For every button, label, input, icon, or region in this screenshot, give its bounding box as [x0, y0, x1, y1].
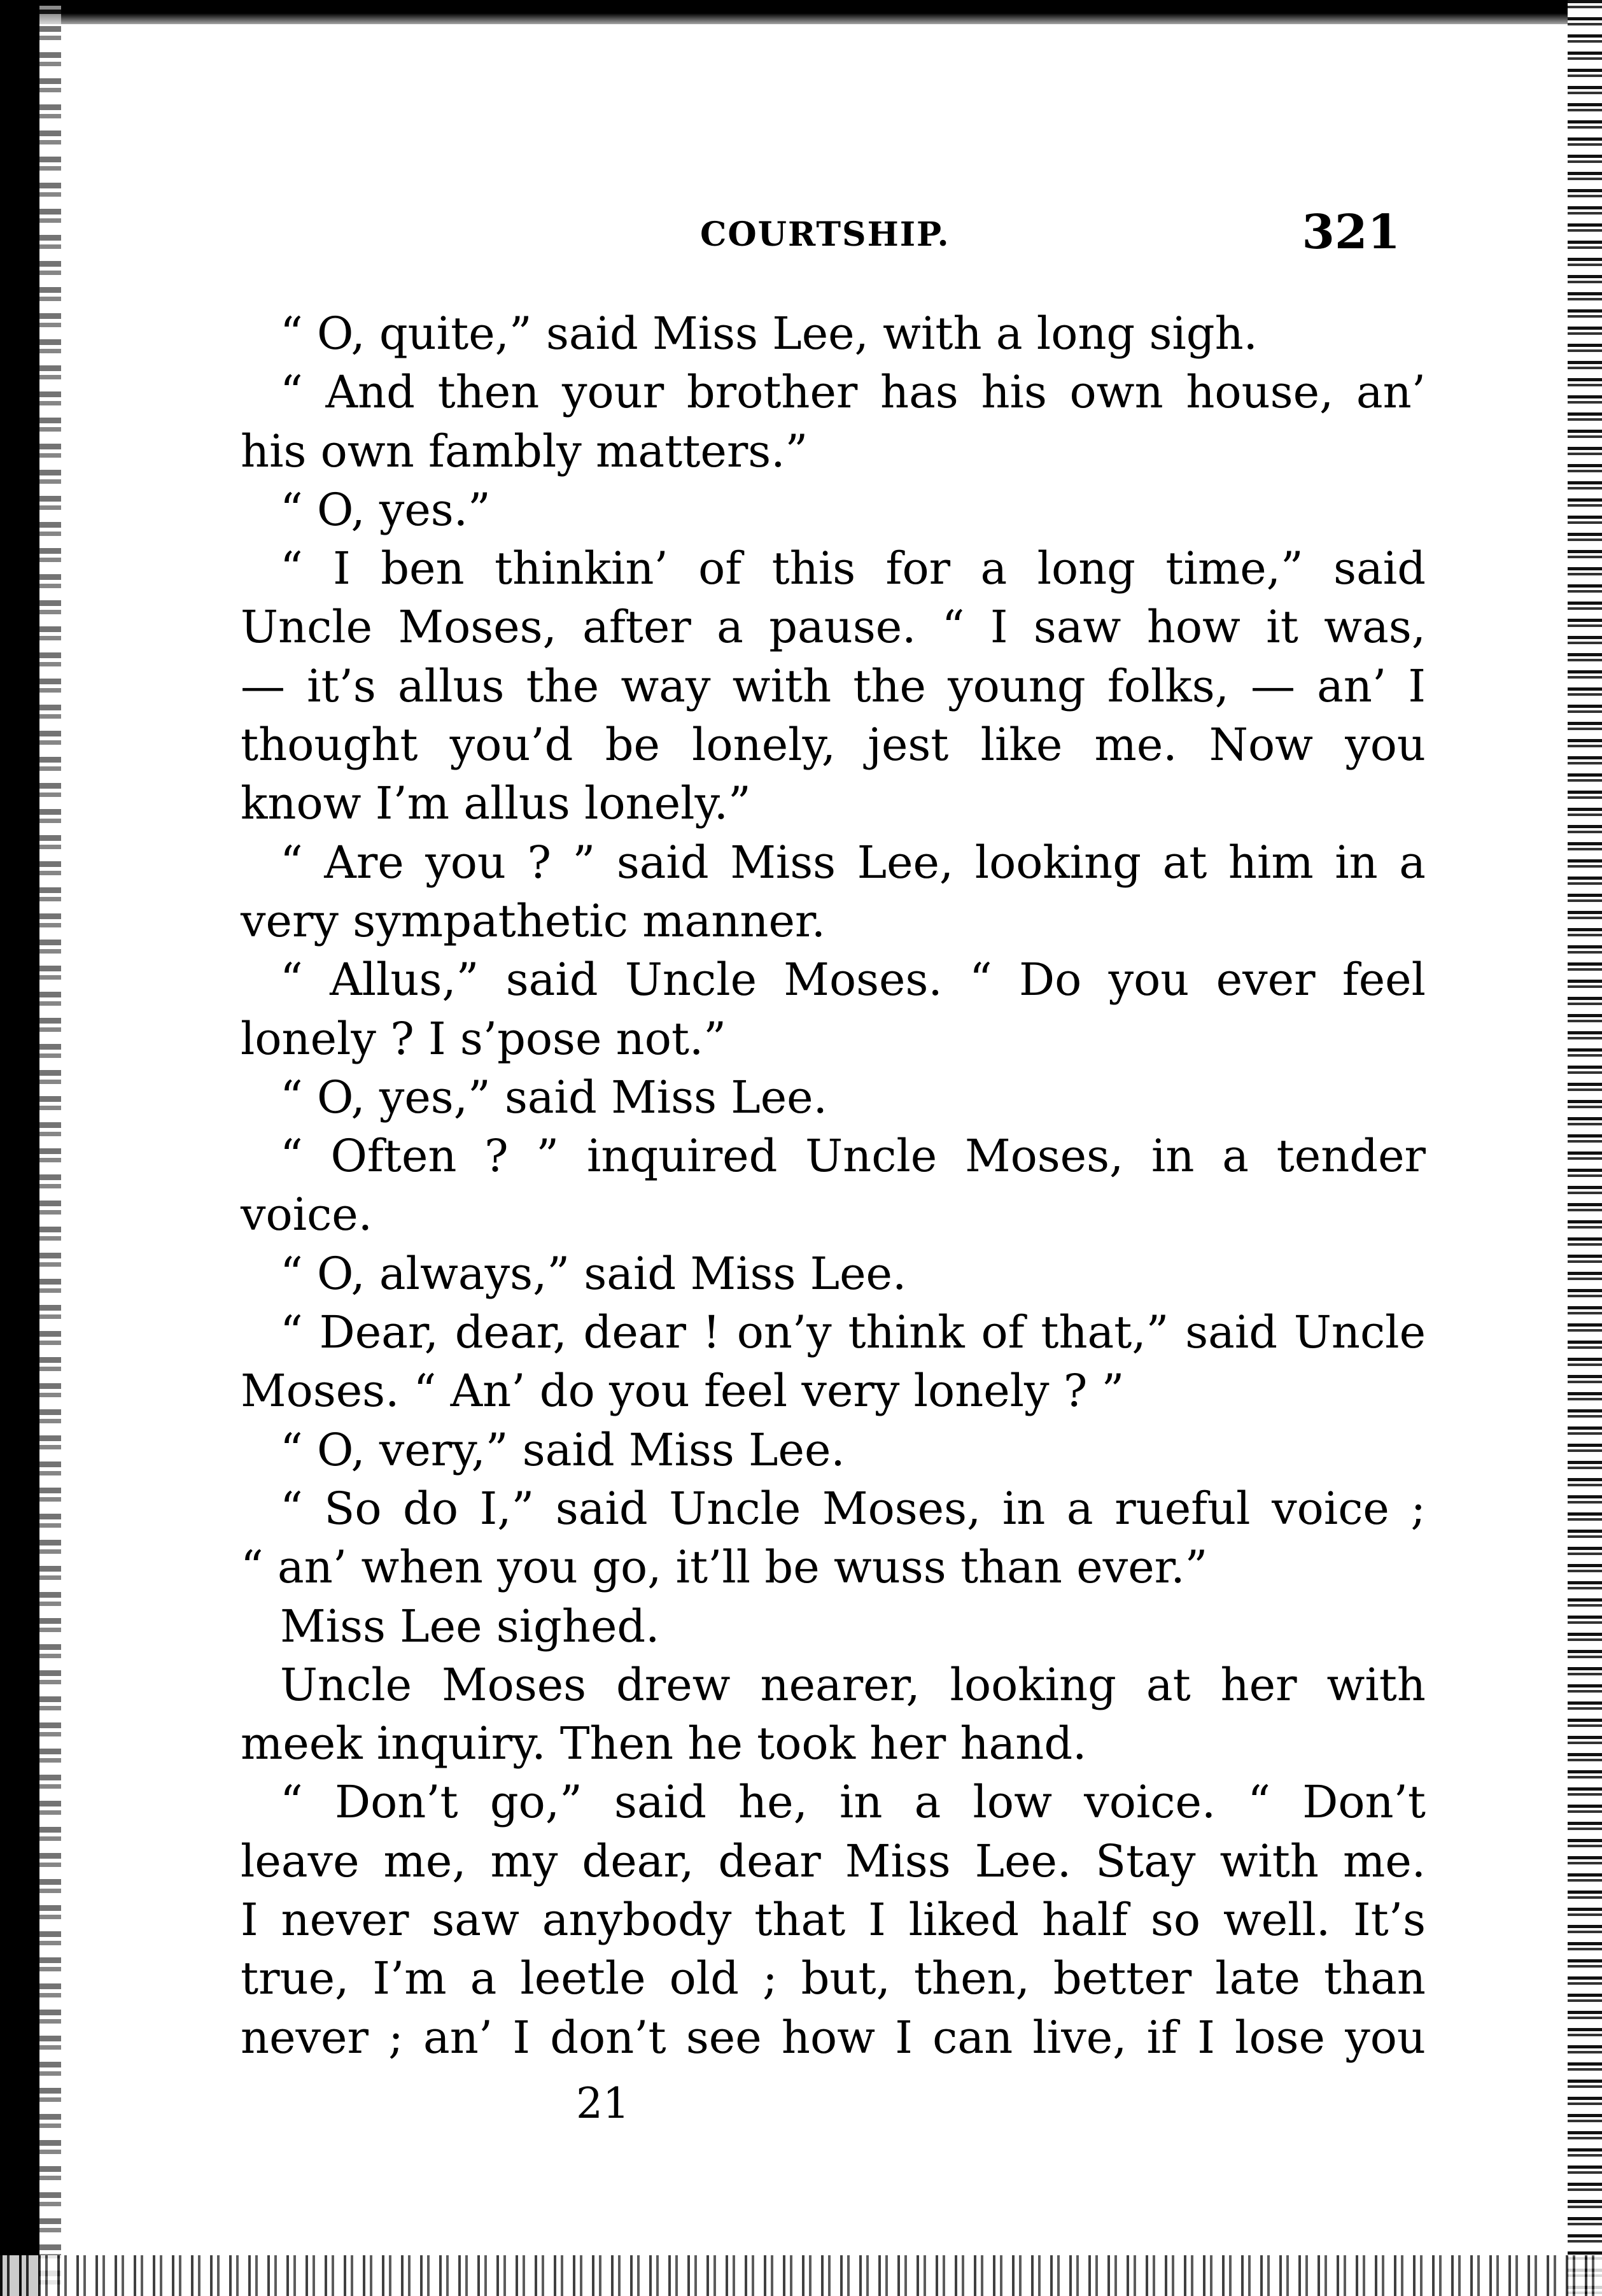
text-line: “ O, always,” said Miss Lee.	[280, 1247, 907, 1300]
text-line: “ Don’t go,” said he, in a low voice. “ Don’t	[280, 1776, 1426, 1829]
text-line: “ I ben thinkin’ of this for a long time,” said	[280, 542, 1426, 595]
text-line: “ Often ? ” inquired Uncle Moses, in a tender	[280, 1130, 1426, 1183]
text-line: I never saw anybody that I liked half so well. It’s	[241, 1894, 1426, 1947]
text-line: Uncle Moses, after a pause. “ I saw how it was,	[241, 601, 1426, 654]
scan-edge-top	[0, 0, 1602, 24]
text-line: very sympathetic manner.	[241, 894, 826, 947]
scan-edge-bottom	[0, 2255, 1602, 2296]
body-text	[241, 304, 1426, 2067]
text-line: meek inquiry. Then he took her hand.	[241, 1717, 1087, 1770]
text-line: Moses. “ An’ do you feel very lonely ? ”	[241, 1365, 1125, 1418]
text-line: “ O, quite,” said Miss Lee, with a long sigh.	[280, 307, 1258, 360]
text-line: “ So do I,” said Uncle Moses, in a rueful voice ;	[280, 1482, 1426, 1535]
text-line: “ an’ when you go, it’ll be wuss than ever.”	[241, 1541, 1208, 1594]
text-line: know I’m allus lonely.”	[241, 777, 751, 830]
text-line: “ And then your brother has his own house, an’	[280, 366, 1426, 419]
scan-edge-right	[1568, 0, 1602, 2296]
text-line: thought you’d be lonely, jest like me. Now you	[241, 719, 1426, 771]
text-line: true, I’m a leetle old ; but, then, better late than	[241, 1952, 1426, 2005]
text-line: lonely ? I s’pose not.”	[241, 1012, 727, 1065]
text-line: his own fambly matters.”	[241, 425, 808, 477]
page-number: 321	[1302, 205, 1400, 260]
running-head: COURTSHIP.	[700, 215, 950, 254]
scan-edge-left	[0, 0, 39, 2296]
page-header	[245, 205, 1400, 269]
text-line: Uncle Moses drew nearer, looking at her with	[280, 1658, 1426, 1711]
text-line: “ O, yes,” said Miss Lee.	[280, 1071, 827, 1123]
text-line: “ Are you ? ” said Miss Lee, looking at him in a	[280, 836, 1426, 889]
text-line: “ O, very,” said Miss Lee.	[280, 1423, 845, 1476]
text-line: never ; an’ I don’t see how I can live, if I lose you	[241, 2011, 1426, 2064]
signature-mark: 21	[576, 2079, 629, 2128]
text-line: Miss Lee sighed.	[280, 1600, 660, 1652]
text-line: “ O, yes.”	[280, 483, 491, 536]
text-line: leave me, my dear, dear Miss Lee. Stay with me.	[241, 1835, 1426, 1887]
text-line: voice.	[241, 1188, 372, 1241]
text-line: “ Allus,” said Uncle Moses. “ Do you ever feel	[280, 954, 1426, 1006]
text-line: “ Dear, dear, dear ! on’y think of that,” said Uncle	[280, 1306, 1426, 1359]
text-line: — it’s allus the way with the young folks, — an’ I	[241, 659, 1426, 712]
